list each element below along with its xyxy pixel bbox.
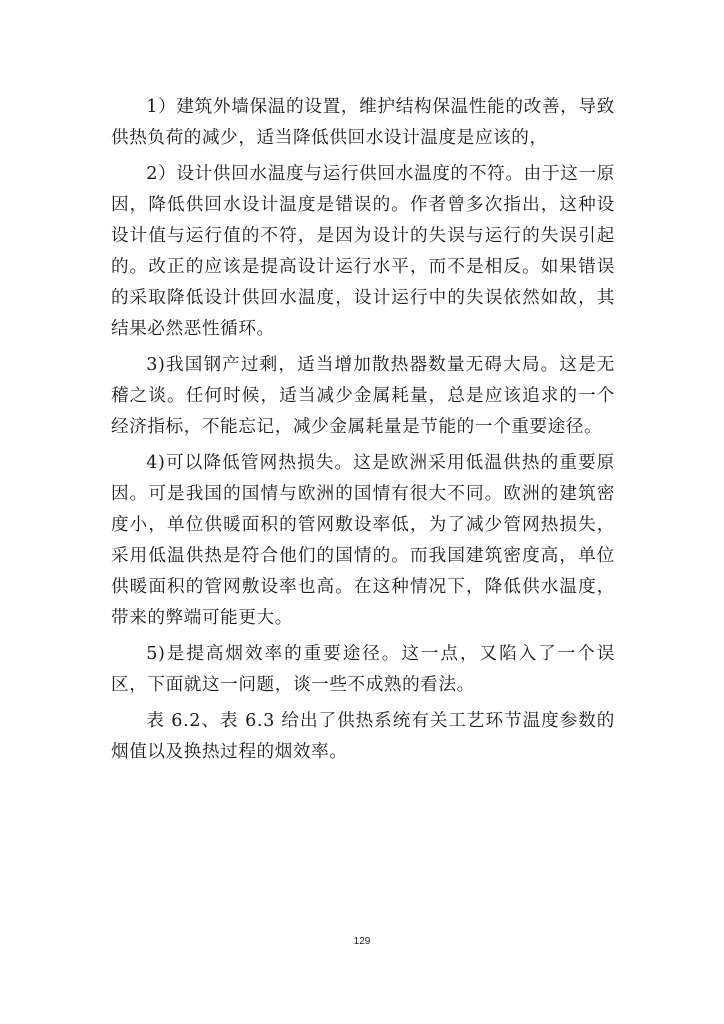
- paragraph-3: 3)我国钢产过剩，适当增加散热器数量无碍大局。这是无稽之谈。任何时候，适当减少金属耗量，总是应该追求的一个经济指标，不能忘记，减少金属耗量是节能的一个重要途径。: [111, 355, 615, 437]
- body-text: [111, 92, 615, 773]
- paragraph-2: 2）设计供回水温度与运行供回水温度的不符。由于这一原因，降低供回水设计温度是错误的。作者曾多次指出，这种设设计值与运行值的不符，是因为设计的失误与运行的失误引起的。改正的应该是提高设计运行水平，而不是相反。如果错误的采取降低设计供回水温度，设计运行中的失误依然如故，其结果必然恶性循环。: [111, 164, 615, 339]
- paragraph-1: 1）建筑外墙保温的设置，维护结构保温性能的改善，导致供热负荷的减少，适当降低供回水设计温度是应该的，: [111, 97, 615, 148]
- paragraph-5: 5)是提高烟效率的重要途径。这一点，又陷入了一个误区，下面就这一问题，谈一些不成熟的看法。: [111, 644, 615, 695]
- paragraph-4: 4)可以降低管网热损失。这是欧洲采用低温供热的重要原因。可是我国的国情与欧洲的国情有很大不同。欧洲的建筑密度小，单位供暖面积的管网敷设率低，为了减少管网热损失，采用低温供热是符合他们的国情的。而我国建筑密度高，单位供暖面积的管网敷设率也高。在这种情况下，降低供水温度，带来的弊端可能更大。: [111, 453, 615, 628]
- page-number: 129: [353, 936, 371, 947]
- paragraph-6: 表 6.2、表 6.3 给出了供热系统有关工艺环节温度参数的烟值以及换热过程的烟效率。: [111, 711, 615, 762]
